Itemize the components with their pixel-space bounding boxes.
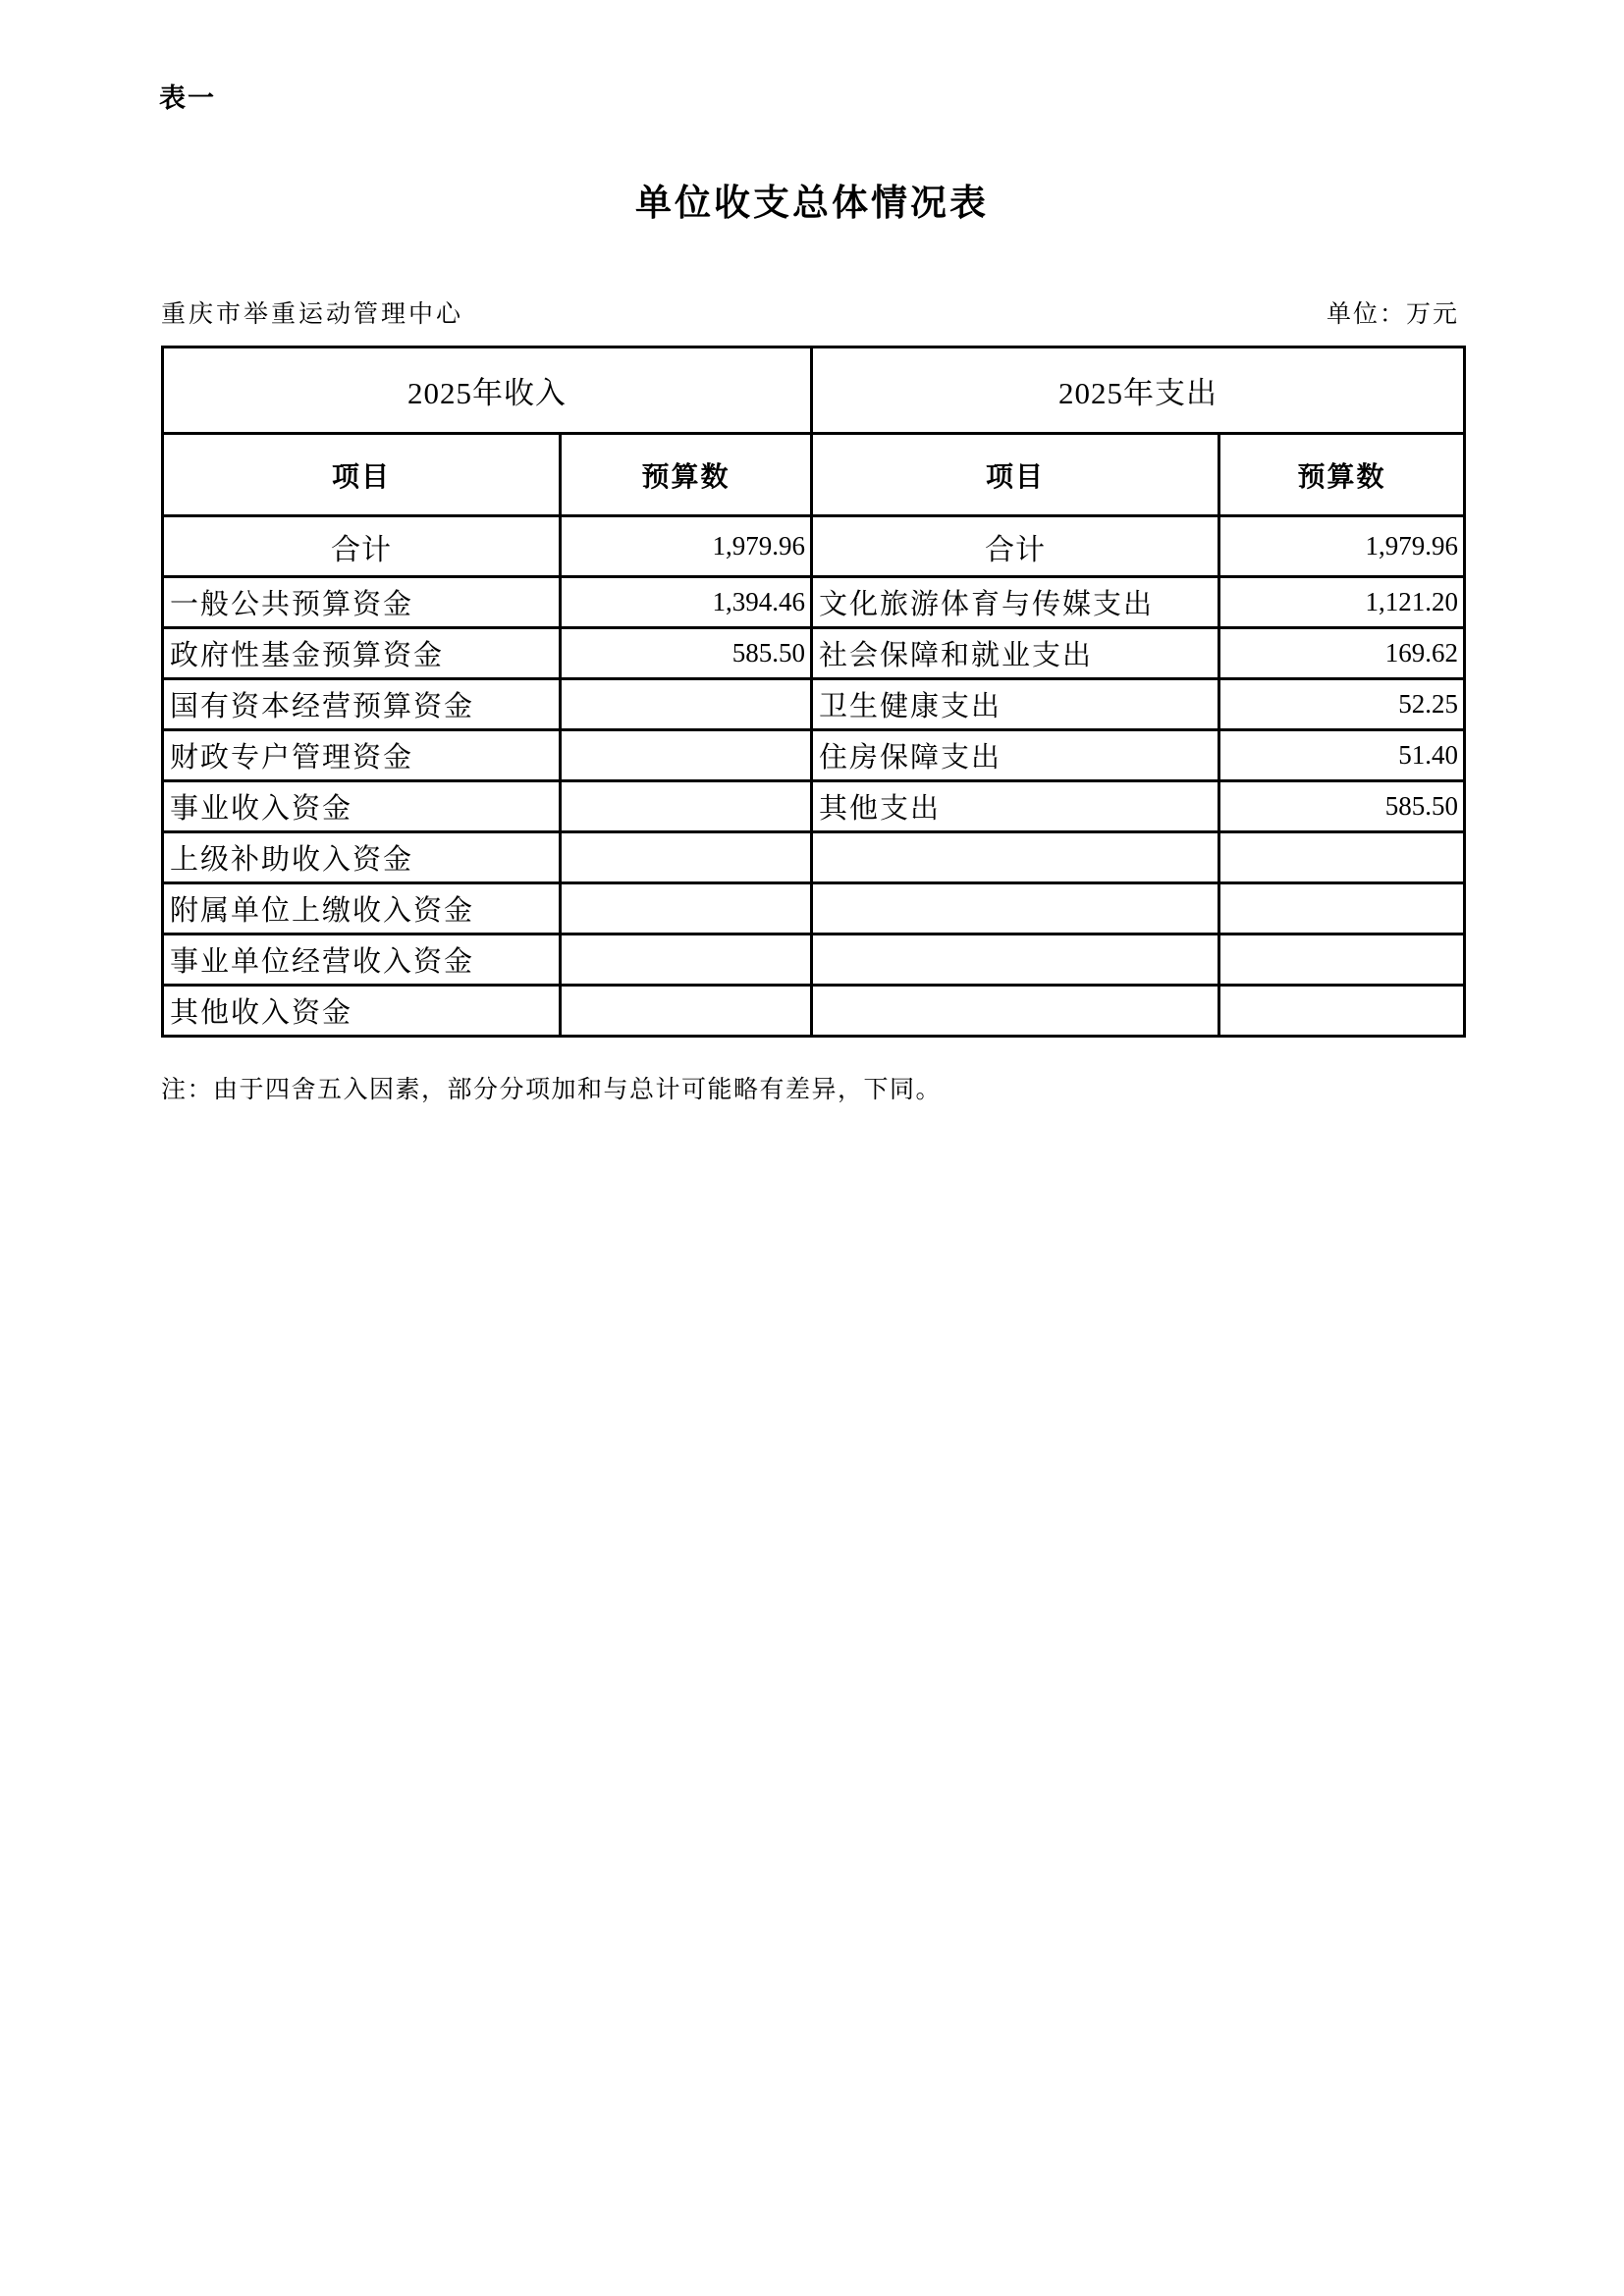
expense-item-cell: 文化旅游体育与传媒支出 (812, 577, 1219, 628)
group-header-row (163, 347, 1465, 434)
column-header-row (163, 434, 1465, 516)
income-item-cell: 一般公共预算资金 (163, 577, 561, 628)
table-row (163, 577, 1465, 628)
income-value-cell (561, 986, 812, 1037)
expense-total-label: 合计 (812, 516, 1219, 577)
income-item-cell: 上级补助收入资金 (163, 832, 561, 883)
expense-value-cell: 1,121.20 (1219, 577, 1465, 628)
income-item-cell: 其他收入资金 (163, 986, 561, 1037)
expense-value-cell: 585.50 (1219, 781, 1465, 832)
expense-item-cell: 其他支出 (812, 781, 1219, 832)
table-row (163, 781, 1465, 832)
expense-value-cell: 52.25 (1219, 679, 1465, 730)
expense-item-col-header: 项目 (812, 434, 1219, 516)
income-total-value: 1,979.96 (561, 516, 812, 577)
budget-table (161, 346, 1466, 1038)
table-row (163, 679, 1465, 730)
table-row (163, 832, 1465, 883)
income-item-cell: 国有资本经营预算资金 (163, 679, 561, 730)
expense-item-cell (812, 986, 1219, 1037)
expense-item-cell (812, 934, 1219, 986)
expense-value-cell (1219, 986, 1465, 1037)
income-item-cell: 附属单位上缴收入资金 (163, 883, 561, 934)
meta-row (161, 294, 1463, 330)
expense-value-cell (1219, 883, 1465, 934)
table-row (163, 986, 1465, 1037)
income-value-cell (561, 883, 812, 934)
income-group-header: 2025年收入 (163, 347, 812, 434)
income-value-cell (561, 781, 812, 832)
expense-item-cell (812, 832, 1219, 883)
expense-value-cell (1219, 832, 1465, 883)
expense-item-cell: 住房保障支出 (812, 730, 1219, 781)
table-row (163, 934, 1465, 986)
income-value-cell (561, 934, 812, 986)
expense-group-header: 2025年支出 (812, 347, 1465, 434)
income-budget-col-header: 预算数 (561, 434, 812, 516)
income-value-cell: 1,394.46 (561, 577, 812, 628)
total-row (163, 516, 1465, 577)
expense-value-cell (1219, 934, 1465, 986)
income-value-cell (561, 679, 812, 730)
expense-item-cell: 社会保障和就业支出 (812, 628, 1219, 679)
income-value-cell: 585.50 (561, 628, 812, 679)
income-total-label: 合计 (163, 516, 561, 577)
table-row (163, 730, 1465, 781)
expense-item-cell: 卫生健康支出 (812, 679, 1219, 730)
expense-value-cell: 169.62 (1219, 628, 1465, 679)
org-name: 重庆市举重运动管理中心 (161, 301, 464, 328)
table-row (163, 883, 1465, 934)
income-item-col-header: 项目 (163, 434, 561, 516)
income-item-cell: 事业收入资金 (163, 781, 561, 832)
expense-item-cell (812, 883, 1219, 934)
expense-total-value: 1,979.96 (1219, 516, 1465, 577)
income-value-cell (561, 730, 812, 781)
unit-label: 单位：万元 (1326, 301, 1459, 328)
footnote: 注：由于四舍五入因素，部分分项加和与总计可能略有差异，下同。 (161, 1077, 943, 1103)
income-item-cell: 政府性基金预算资金 (163, 628, 561, 679)
expense-value-cell: 51.40 (1219, 730, 1465, 781)
sheet-label: 表一 (159, 83, 216, 113)
page-title: 单位收支总体情况表 (635, 184, 989, 224)
income-item-cell: 财政专户管理资金 (163, 730, 561, 781)
expense-budget-col-header: 预算数 (1219, 434, 1465, 516)
income-item-cell: 事业单位经营收入资金 (163, 934, 561, 986)
table-row (163, 628, 1465, 679)
income-value-cell (561, 832, 812, 883)
